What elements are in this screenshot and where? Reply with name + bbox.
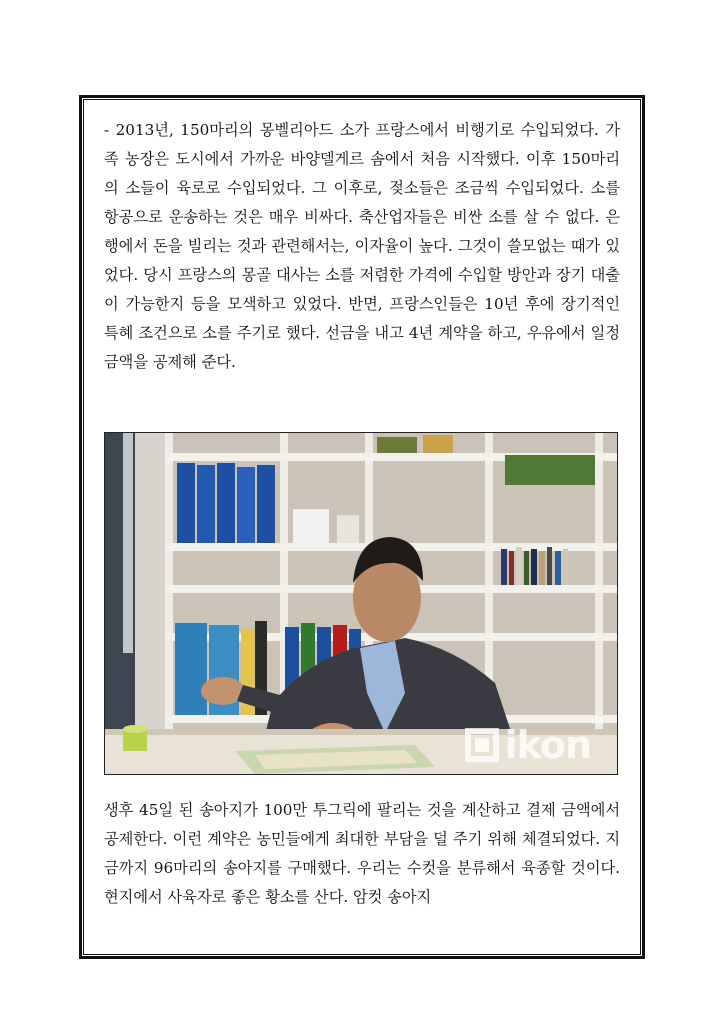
paragraph-bottom: 생후 45일 된 송아지가 100만 투그릭에 팔리는 것을 계산하고 결제 금액에서 공제한다. 이런 계약은 농민들에게 최대한 부담을 덜 주기 위해 체결되었다. 지금까지 96마리의 송아지를 구매했다. 우리는 수컷을 분류해서 육종할 것이다. 현지에서 사육자로 좋은 황소를 산다. 암컷 송아지 xyxy=(104,801,620,906)
watermark-logo xyxy=(465,717,603,767)
watermark-text: ikon xyxy=(504,723,591,767)
watermark-trademark: TM xyxy=(589,717,603,727)
interview-photo xyxy=(104,432,618,775)
paragraph-top: - 2013년, 150마리의 몽벨리아드 소가 프랑스에서 비행기로 수입되었다. 가족 농장은 도시에서 가까운 바양델게르 솜에서 처음 시작했다. 이후 150마리의 소들이 육로로 수입되었다. 그 이후로, 젖소들은 조금씩 수입되었다. 소를 항공으로 운송하는 것은 매우 비싸다. 축산업자들은 비싼 소를 살 수 없다. 은행에서 돈을 빌리는 것과 관련해서는, 이자율이 높다. 그것이 쓸모없는 때가 있었다. 당시 프랑스의 몽골 대사는 소를 저렴한 가격에 수입할 방안과 장기 대출이 가능한지 등을 모색하고 있었다. 반면, 프랑스인들은 10년 후에 장기적인 특혜 조건으로 소를 주기로 했다. 선금을 내고 4년 계약을 하고, 우유에서 일정 금액을 공제해 준다. xyxy=(104,121,620,371)
ikon-logo-icon xyxy=(465,728,499,762)
